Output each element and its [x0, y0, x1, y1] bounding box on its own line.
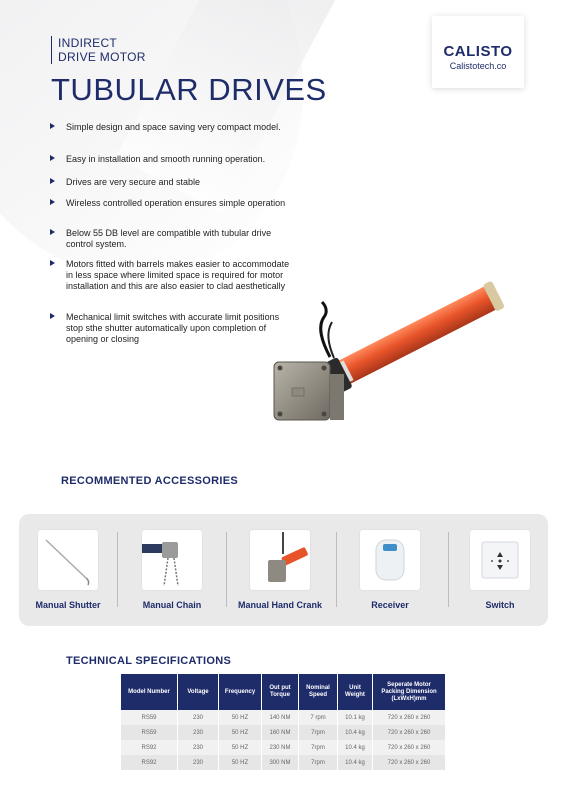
- table-cell: 7rpm: [299, 725, 338, 740]
- table-header-row: [121, 674, 445, 710]
- table-cell: 300 NM: [262, 755, 299, 770]
- column-header: Out put Torque: [262, 674, 299, 710]
- bullet-arrow-icon: [50, 199, 55, 205]
- accessory-label: Manual Shutter: [35, 600, 101, 610]
- accessory-label: Receiver: [371, 600, 409, 610]
- bullet-arrow-icon: [50, 229, 55, 235]
- table-row: [121, 755, 445, 770]
- category-line-2: DRIVE MOTOR: [58, 50, 146, 64]
- brand-name: CALISTO: [443, 43, 513, 60]
- table-cell: 230: [178, 725, 219, 740]
- table-cell: 720 x 260 x 260: [373, 755, 446, 770]
- accessory-manual-chain-image: [142, 530, 202, 590]
- specs-heading: TECHNICAL SPECIFICATIONS: [66, 655, 232, 667]
- brand-logo: [432, 16, 524, 88]
- column-header: Model Number: [121, 674, 178, 710]
- wall-switch-icon: [470, 530, 530, 590]
- brand-website: Calistotech.co: [449, 61, 507, 71]
- accessory-label: Manual Hand Crank: [237, 600, 322, 610]
- divider: [448, 532, 449, 607]
- table-cell: RS59: [121, 725, 178, 740]
- column-header: Frequency: [219, 674, 262, 710]
- column-header: Nominal Speed: [299, 674, 338, 710]
- table-cell: 50 HZ: [219, 755, 262, 770]
- table-cell: 230: [178, 740, 219, 755]
- table-cell: 160 NM: [262, 725, 299, 740]
- receiver-icon: [360, 530, 420, 590]
- chain-gear-icon: [142, 530, 202, 590]
- table-cell: 230: [178, 755, 219, 770]
- table-cell: 720 x 260 x 260: [373, 710, 446, 725]
- tubular-motor-image: [262, 262, 512, 437]
- accessory-label: Manual Chain: [142, 600, 202, 610]
- bullet-arrow-icon: [50, 123, 55, 129]
- column-header: Seperate Motor Packing Dimension (LxWxH)mm: [373, 674, 446, 710]
- accessory-receiver-image: [360, 530, 420, 590]
- accessory-manual-shutter-image: [38, 530, 98, 590]
- divider: [226, 532, 227, 607]
- accessory-label: Switch: [485, 600, 515, 610]
- table-cell: 50 HZ: [219, 725, 262, 740]
- hand-crank-icon: [250, 530, 310, 590]
- page-title: TUBULAR DRIVES: [51, 72, 327, 107]
- table-cell: 10.4 kg: [338, 725, 373, 740]
- divider: [117, 532, 118, 607]
- feature-item: Wireless controlled operation ensures simple operation: [50, 198, 290, 209]
- accessories-heading: RECOMMENTED ACCESSORIES: [61, 475, 239, 487]
- feature-item: Easy in installation and smooth running operation.: [50, 154, 290, 165]
- column-header: Voltage: [178, 674, 219, 710]
- table-cell: 230: [178, 710, 219, 725]
- table-cell: 7 rpm: [299, 710, 338, 725]
- table-cell: 7rpm: [299, 755, 338, 770]
- accessory-manual-hand-crank-image: [250, 530, 310, 590]
- table-cell: 10.1 kg: [338, 710, 373, 725]
- table-cell: RS92: [121, 755, 178, 770]
- table-cell: 50 HZ: [219, 740, 262, 755]
- table-cell: 140 NM: [262, 710, 299, 725]
- table-row: [121, 740, 445, 755]
- bullet-arrow-icon: [50, 313, 55, 319]
- specs-table: [121, 674, 445, 770]
- feature-item: Below 55 DB level are compatible with tubular drive control system.: [50, 228, 290, 250]
- feature-item: Motors fitted with barrels makes easier to accommodate in less space where limited space is required for motor installation and this are also easier to clad aesthetically: [50, 259, 290, 292]
- table-cell: 230 NM: [262, 740, 299, 755]
- feature-item: Mechanical limit switches with accurate limit positions stop sthe shutter automatically upon completion of opening or closing: [50, 312, 290, 345]
- table-cell: 10.4 kg: [338, 755, 373, 770]
- table-cell: RS92: [121, 740, 178, 755]
- accessory-switch-image: [470, 530, 530, 590]
- category-label: [51, 36, 146, 64]
- table-cell: RS59: [121, 710, 178, 725]
- table-cell: 720 x 260 x 260: [373, 725, 446, 740]
- category-line-1: INDIRECT: [58, 36, 118, 50]
- bullet-arrow-icon: [50, 178, 55, 184]
- table-cell: 10.4 kg: [338, 740, 373, 755]
- feature-item: Simple design and space saving very compact model.: [50, 122, 290, 133]
- bullet-arrow-icon: [50, 155, 55, 161]
- table-cell: 7rpm: [299, 740, 338, 755]
- feature-item: Drives are very secure and stable: [50, 177, 290, 188]
- table-row: [121, 710, 445, 725]
- bullet-arrow-icon: [50, 260, 55, 266]
- divider: [336, 532, 337, 607]
- shutter-hook-icon: [38, 530, 98, 590]
- table-row: [121, 725, 445, 740]
- table-cell: 50 HZ: [219, 710, 262, 725]
- column-header: Unit Weight: [338, 674, 373, 710]
- table-cell: 720 x 260 x 260: [373, 740, 446, 755]
